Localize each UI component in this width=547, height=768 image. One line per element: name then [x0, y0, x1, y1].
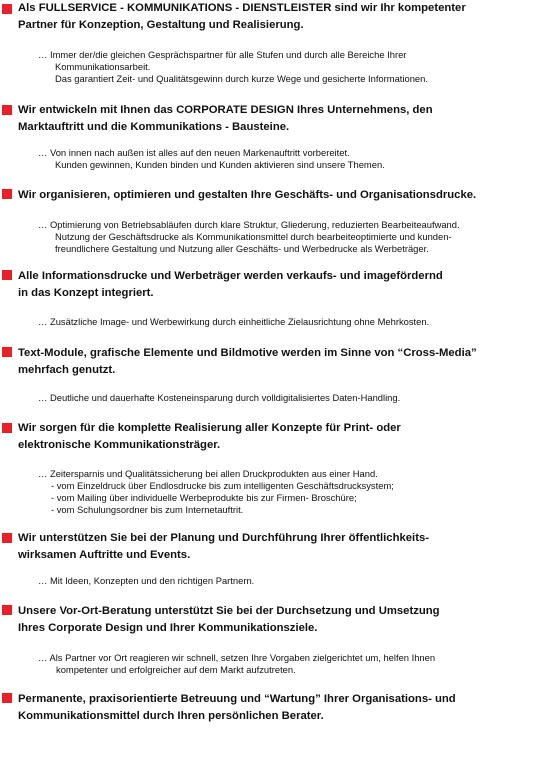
- red-square-bullet-icon: [2, 4, 12, 14]
- section-body: … Optimierung von Betriebsabläufen durch klare Struktur, Gliederung, reduzierten Bearbeiteaufwand. Nutzung der Geschäftsdrucke als Kommunikationsmittel durch bearbeiteoptimierte und kunden- freundlichere Gestaltung und Nutzung aller Geschäfts- und Werbedrucke als Werbeträger.: [38, 219, 460, 254]
- section-body: … Mit Ideen, Konzepten und den richtigen Partnern.: [38, 575, 255, 586]
- section-body: … Immer der/die gleichen Gesprächspartner für alle Stufen und durch alle Bereiche Ihrer Kommunikationsarbeit. Das garantiert Zeit- und Qualitätsgewinn durch kurze Wege und gesicherte Informationen.: [38, 49, 428, 84]
- red-square-bullet-icon: [2, 533, 12, 543]
- section-heading: Alle Informationsdrucke und Werbeträger werden verkaufs- und imagefördernd in das Konzept integriert.: [18, 270, 443, 299]
- section-body: … Zeitersparnis und Qualitätssicherung bei allen Druckprodukten aus einer Hand. - vom Einzeldruck über Endlosdrucke bis zum intelligenten Geschäftsdrucksystem; - vom Mailing über individuelle Werbeprodukte bis zur Firmen- Broschüre; - vom Schulungsordner bis zum Internetauftrit.: [38, 468, 394, 515]
- section-heading: Wir unterstützen Sie bei der Planung und Durchführung Ihrer öffentlichkeits- wirksamen Auftritte und Events.: [18, 532, 430, 561]
- red-square-bullet-icon: [2, 693, 12, 703]
- red-square-bullet-icon: [2, 189, 12, 199]
- red-square-bullet-icon: [2, 423, 12, 433]
- section-body: … Zusätzliche Image- und Werbewirkung durch einheitliche Zielausrichtung ohne Mehrkosten.: [38, 316, 430, 327]
- section-heading: Als FULLSERVICE - KOMMUNIKATIONS - DIENSTLEISTER sind wir Ihr kompetenter Partner für Konzeption, Gestaltung und Realisierung.: [18, 2, 466, 31]
- red-square-bullet-icon: [2, 605, 12, 615]
- section-body: … Als Partner vor Ort reagieren wir schnell, setzen Ihre Vorgaben zielgerichtet um, helfen Ihnen kompetenter und erfolgreicher auf dem Markt aufzutreten.: [38, 652, 436, 675]
- section-heading: Text-Module, grafische Elemente und Bildmotive werden im Sinne von “Cross-Media” mehrfach genutzt.: [18, 347, 477, 376]
- section-heading: Unsere Vor-Ort-Beratung unterstützt Sie bei der Durchsetzung und Umsetzung Ihres Corporate Design und Ihrer Kommunikationsziele.: [18, 605, 440, 634]
- section-body: … Von innen nach außen ist alles auf den neuen Markenauftritt vorbereitet. Kunden gewinnen, Kunden binden und Kunden aktivieren sind unsere Themen.: [38, 147, 385, 170]
- section-heading: Wir sorgen für die komplette Realisierung aller Konzepte für Print- oder elektronische Kommunikationsträger.: [18, 422, 401, 451]
- section-heading: Wir entwickeln mit Ihnen das CORPORATE DESIGN Ihres Unternehmens, den Marktauftritt und die Kommunikations - Bausteine.: [18, 104, 433, 133]
- section-heading: Permanente, praxisorientierte Betreuung und “Wartung” Ihrer Organisations- und Kommunikationsmittel durch Ihren persönlichen Berater.: [18, 693, 456, 722]
- section-heading: Wir organisieren, optimieren und gestalten Ihre Geschäfts- und Organisationsdrucke.: [18, 189, 477, 201]
- red-square-bullet-icon: [2, 105, 12, 115]
- red-square-bullet-icon: [2, 347, 12, 357]
- section-body: … Deutliche und dauerhafte Kosteneinsparung durch volldigitalisiertes Daten-Handling.: [38, 392, 401, 403]
- red-square-bullet-icon: [2, 270, 12, 280]
